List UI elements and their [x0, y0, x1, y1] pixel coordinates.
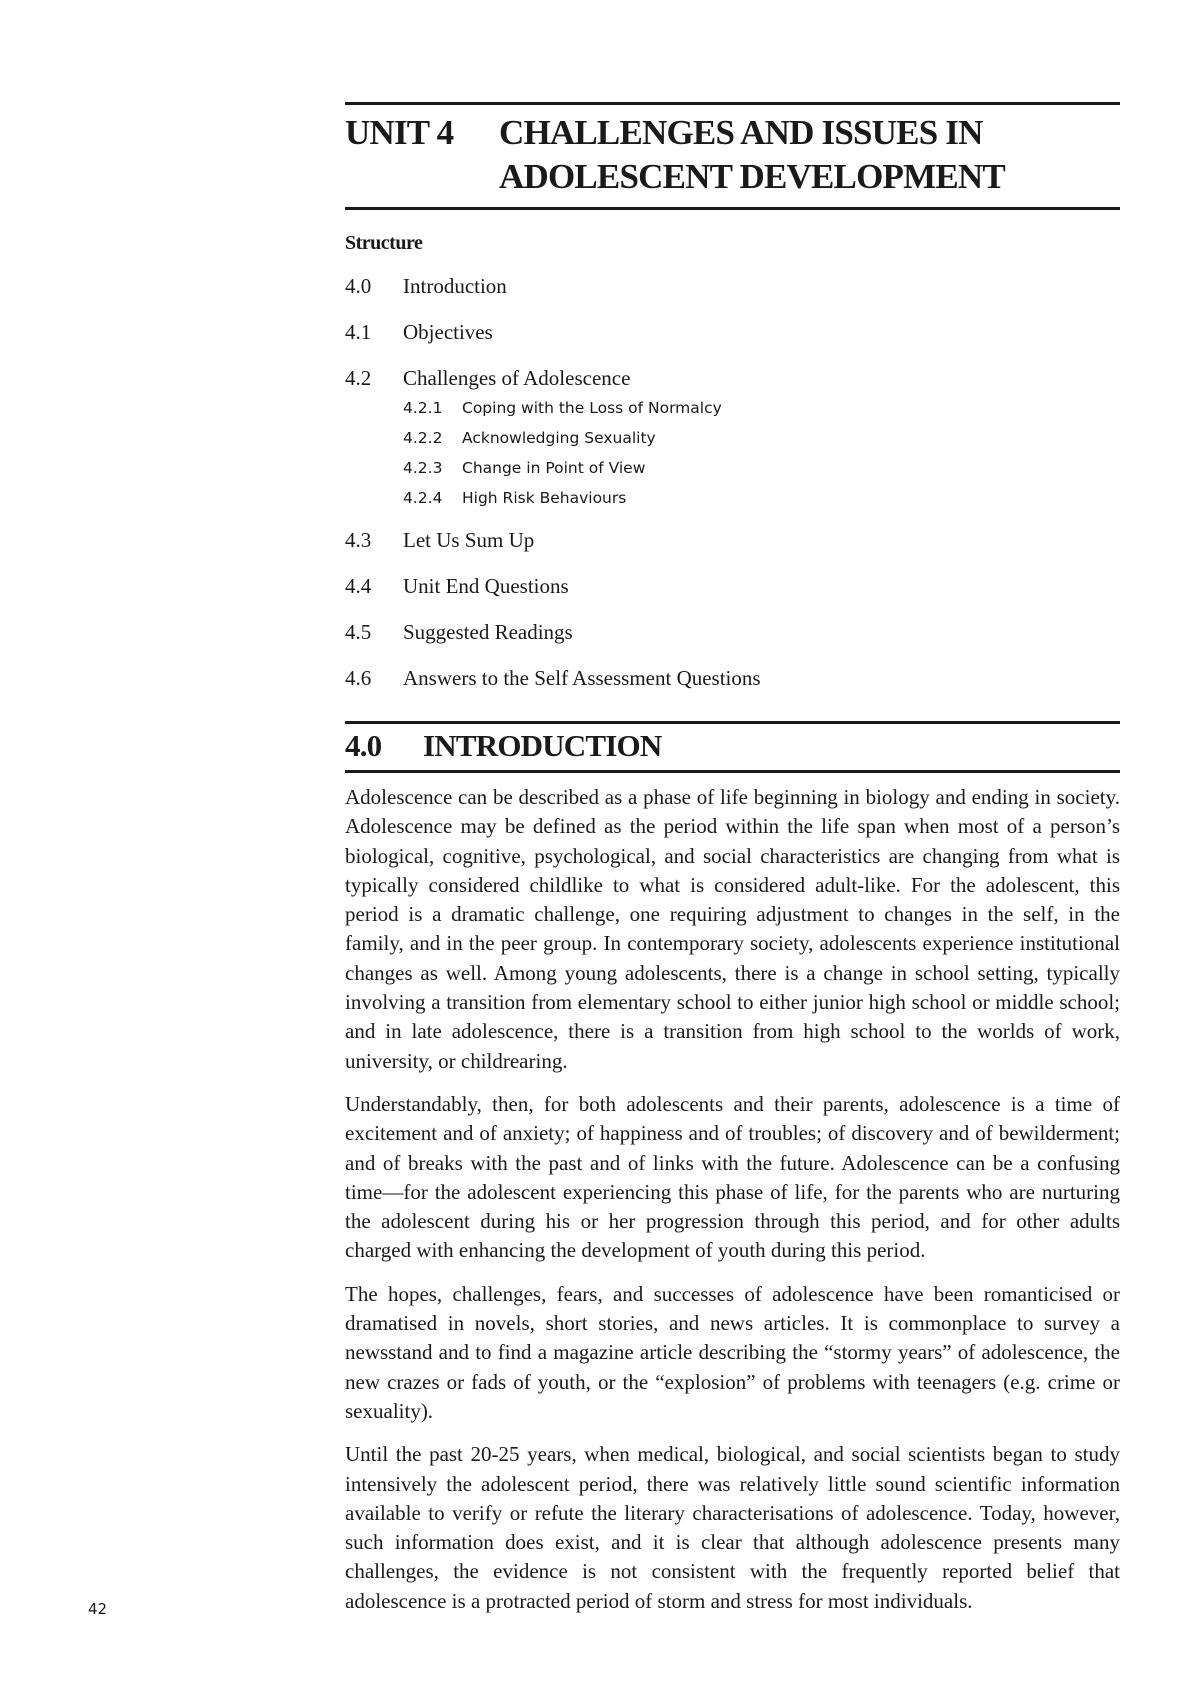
- toc-subitem-label: High Risk Behaviours: [462, 489, 627, 507]
- toc-item-label: Unit End Questions: [403, 574, 569, 598]
- unit-title-line-2: ADOLESCENT DEVELOPMENT: [499, 157, 1005, 196]
- toc-item-label: Challenges of Adolescence: [403, 366, 631, 390]
- toc-subitem: [345, 457, 1120, 487]
- page-number: 42: [88, 1600, 108, 1618]
- body-paragraph: Understandably, then, for both adolescents and their parents, adolescence is a time of excitement and of anxiety; of happiness and of troubles; of discovery and of bewilderment; and of breaks with the past and of links with the future. Adolescence can be a confusing time—for the adolescent experiencing this phase of life, for the parents who are nurturing the adolescent during his or her progression through this period, and for other adults charged with enhancing the development of youth during this period.: [345, 1091, 1120, 1263]
- body-paragraph: Until the past 20-25 years, when medical, biological, and social scientists began to study intensively the adolescent period, there was relatively little sound scientific information available to verify or refute the literary characterisations of adolescence. Today, however, such information does exist, and it is clear that although adolescence presents many challenges, the evidence is not consistent with the frequently reported belief that adolescence is a protracted period of storm and stress for most individuals.: [345, 1442, 1120, 1613]
- toc-item: [345, 319, 1120, 365]
- toc-item-number: 4.0: [345, 274, 372, 298]
- toc-item-label: Introduction: [403, 274, 507, 298]
- toc-subitem-label: Coping with the Loss of Normalcy: [462, 399, 722, 417]
- toc-subitem: [345, 427, 1120, 457]
- toc-item: [345, 619, 1120, 665]
- toc-subitem: [345, 487, 1120, 517]
- table-of-contents: [345, 273, 1120, 711]
- toc-item: [345, 573, 1120, 619]
- unit-heading-row-2: [345, 155, 1120, 199]
- toc-subitem-number: 4.2.1: [403, 399, 443, 417]
- toc-subitem-number: 4.2.2: [403, 429, 443, 447]
- toc-subsection-list: [345, 397, 1120, 517]
- body-paragraph: The hopes, challenges, fears, and successes of adolescence have been romanticised or dramatised in novels, short stories, and news articles. It is commonplace to survey a newsstand and to find a magazine article describing the “stormy years” of adolescence, the new crazes or fads of youth, or the “explosion” of problems with teenagers (e.g. crime or sexuality).: [345, 1281, 1120, 1423]
- unit-heading-row-1: [345, 111, 1120, 155]
- toc-subitem-label: Acknowledging Sexuality: [462, 429, 656, 447]
- toc-item-number: 4.4: [345, 574, 372, 598]
- toc-subitem-label: Change in Point of View: [462, 459, 646, 477]
- unit-label-spacer: [345, 155, 499, 199]
- toc-item-label: Objectives: [403, 320, 493, 344]
- toc-item-label: Let Us Sum Up: [403, 528, 535, 552]
- toc-item: [345, 527, 1120, 573]
- toc-item-number: 4.6: [345, 666, 372, 690]
- toc-item: [345, 665, 1120, 711]
- unit-heading: [345, 105, 1120, 210]
- toc-item-label: Suggested Readings: [403, 620, 573, 644]
- toc-item-number: 4.2: [345, 366, 372, 390]
- section-title: INTRODUCTION: [423, 728, 662, 763]
- toc-subitem: [345, 397, 1120, 427]
- toc-item: [345, 273, 1120, 319]
- toc-subitem-number: 4.2.4: [403, 489, 443, 507]
- toc-subitem-number: 4.2.3: [403, 459, 443, 477]
- unit-label: UNIT 4: [345, 113, 454, 152]
- toc-item-number: 4.1: [345, 320, 372, 344]
- toc-item-label: Answers to the Self Assessment Questions: [403, 666, 761, 690]
- toc-item-number: 4.3: [345, 528, 372, 552]
- toc-item-number: 4.5: [345, 620, 372, 644]
- page-content: [345, 102, 1120, 1630]
- structure-heading: Structure: [345, 232, 423, 254]
- section-number: 4.0: [345, 728, 382, 763]
- section-heading: [345, 721, 1120, 773]
- unit-title-line-1: CHALLENGES AND ISSUES IN: [499, 113, 983, 152]
- body-paragraph: Adolescence can be described as a phase of life beginning in biology and ending in society. Adolescence may be defined as the period within the life span when most of a person’s biological, cognitive, psychological, and social characteristics are changing from what is typically considered childlike to what is considered adult-like. For the adolescent, this period is a dramatic challenge, one requiring adjustment to changes in the self, in the family, and in the peer group. In contemporary society, adolescents experience institutional changes as well. Among young adolescents, there is a change in school setting, typically involving a transition from elementary school to either junior high school or middle school; and in late adolescence, there is a transition from high school to the worlds of work, university, or childrearing.: [345, 785, 1120, 1073]
